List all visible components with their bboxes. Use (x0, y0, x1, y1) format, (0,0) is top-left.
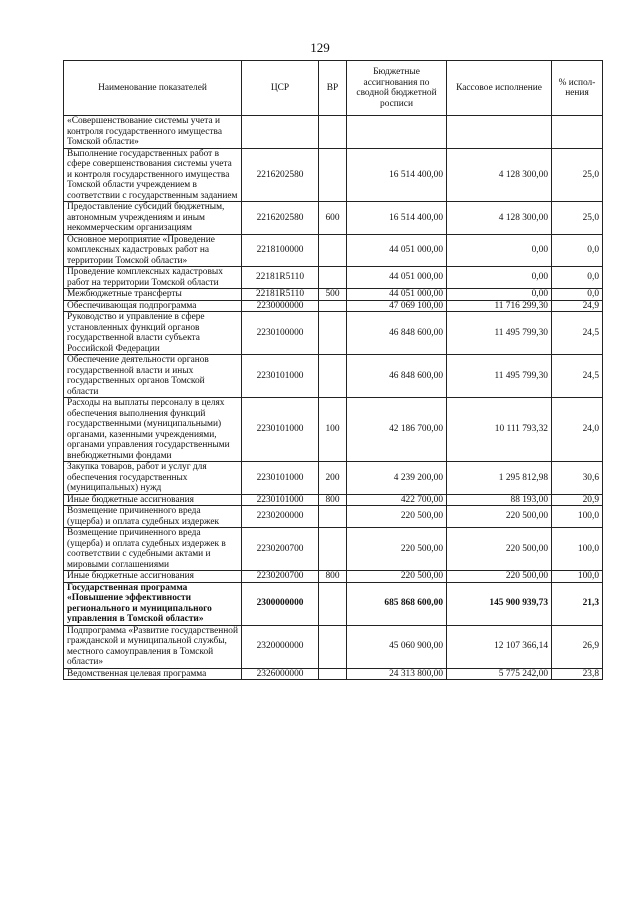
cell-cash: 220 500,00 (447, 571, 552, 583)
cell-csr: 2216202580 (242, 148, 319, 202)
cell-budget: 24 313 800,00 (347, 668, 447, 680)
cell-vr: 800 (319, 494, 347, 506)
cell-percent (552, 116, 603, 149)
cell-vr (319, 148, 347, 202)
cell-csr (242, 116, 319, 149)
cell-csr: 2326000000 (242, 668, 319, 680)
table-row (64, 312, 603, 355)
header-cash: Кассовое исполнение (447, 61, 552, 116)
cell-budget (347, 116, 447, 149)
cell-vr: 500 (319, 289, 347, 301)
cell-budget: 42 186 700,00 (347, 398, 447, 462)
cell-vr: 800 (319, 571, 347, 583)
cell-name: Проведение комплексных кадастровых работ на территории Томской области (64, 267, 242, 289)
cell-cash (447, 116, 552, 149)
cell-percent: 20,9 (552, 494, 603, 506)
header-budget: Бюджетные ассигнования по сводной бюджетной росписи (347, 61, 447, 116)
cell-percent: 100,0 (552, 571, 603, 583)
table-row (64, 398, 603, 462)
cell-cash: 11 716 299,30 (447, 300, 552, 312)
cell-vr (319, 625, 347, 668)
page-number: 129 (310, 40, 330, 55)
cell-vr (319, 300, 347, 312)
cell-cash: 4 128 300,00 (447, 202, 552, 235)
cell-vr (319, 312, 347, 355)
cell-percent: 100,0 (552, 528, 603, 571)
cell-percent: 0,0 (552, 267, 603, 289)
cell-vr (319, 116, 347, 149)
cell-percent: 25,0 (552, 148, 603, 202)
cell-cash: 1 295 812,98 (447, 462, 552, 495)
cell-name: Закупка товаров, работ и услуг для обеспечения государственных (муниципальных) нужд (64, 462, 242, 495)
cell-vr (319, 528, 347, 571)
cell-csr: 2300000000 (242, 582, 319, 625)
budget-execution-table (63, 60, 603, 680)
cell-budget: 685 868 600,00 (347, 582, 447, 625)
cell-percent: 26,9 (552, 625, 603, 668)
cell-csr: 2320000000 (242, 625, 319, 668)
cell-budget: 16 514 400,00 (347, 202, 447, 235)
cell-budget: 47 069 100,00 (347, 300, 447, 312)
cell-cash: 4 128 300,00 (447, 148, 552, 202)
cell-name: Обеспечение деятельности органов государственной власти и иных государственных органов Томской области (64, 355, 242, 398)
cell-vr: 600 (319, 202, 347, 235)
cell-csr: 22181R5110 (242, 267, 319, 289)
table-row (64, 582, 603, 625)
cell-csr: 22181R5110 (242, 289, 319, 301)
cell-name: Иные бюджетные ассигнования (64, 494, 242, 506)
cell-name: Подпрограмма «Развитие государственной гражданской и муниципальной службы, местного самоуправления в Томской области» (64, 625, 242, 668)
cell-budget: 220 500,00 (347, 571, 447, 583)
cell-csr: 2230100000 (242, 312, 319, 355)
cell-budget: 220 500,00 (347, 506, 447, 528)
cell-csr: 2230200700 (242, 528, 319, 571)
cell-budget: 44 051 000,00 (347, 267, 447, 289)
cell-budget: 16 514 400,00 (347, 148, 447, 202)
cell-budget: 44 051 000,00 (347, 234, 447, 267)
cell-percent: 0,0 (552, 289, 603, 301)
cell-name: Ведомственная целевая программа (64, 668, 242, 680)
cell-csr: 2230101000 (242, 398, 319, 462)
cell-csr: 2216202580 (242, 202, 319, 235)
table-header-row (64, 61, 603, 116)
cell-name: Выполнение государственных работ в сфере совершенствования системы учета и контроля государственного имущества Томской области учреждением в соответствии с государственным заданием (64, 148, 242, 202)
cell-name: Возмещение причиненного вреда (ущерба) и оплата судебных издержек (64, 506, 242, 528)
table-row (64, 289, 603, 301)
cell-csr: 2230000000 (242, 300, 319, 312)
cell-budget: 45 060 900,00 (347, 625, 447, 668)
table-row (64, 234, 603, 267)
header-vr: ВР (319, 61, 347, 116)
cell-vr (319, 582, 347, 625)
table-row (64, 462, 603, 495)
table-row (64, 300, 603, 312)
cell-budget: 46 848 600,00 (347, 312, 447, 355)
cell-cash: 0,00 (447, 267, 552, 289)
cell-cash: 88 193,00 (447, 494, 552, 506)
cell-cash: 220 500,00 (447, 528, 552, 571)
cell-vr (319, 506, 347, 528)
cell-name: «Совершенствование системы учета и контроля государственного имущества Томской области» (64, 116, 242, 149)
cell-name: Предоставление субсидий бюджетным, автономным учреждениям и иным некоммерческим организациям (64, 202, 242, 235)
cell-csr: 2230101000 (242, 462, 319, 495)
table-row (64, 571, 603, 583)
cell-cash: 220 500,00 (447, 506, 552, 528)
cell-cash: 145 900 939,73 (447, 582, 552, 625)
cell-budget: 46 848 600,00 (347, 355, 447, 398)
table-row (64, 494, 603, 506)
table-row (64, 148, 603, 202)
cell-vr (319, 267, 347, 289)
cell-csr: 2230101000 (242, 355, 319, 398)
cell-vr: 200 (319, 462, 347, 495)
cell-percent: 24,9 (552, 300, 603, 312)
cell-percent: 30,6 (552, 462, 603, 495)
cell-percent: 100,0 (552, 506, 603, 528)
cell-percent: 25,0 (552, 202, 603, 235)
table-row (64, 668, 603, 680)
cell-budget: 220 500,00 (347, 528, 447, 571)
cell-csr: 2230101000 (242, 494, 319, 506)
cell-budget: 4 239 200,00 (347, 462, 447, 495)
cell-name: Основное мероприятие «Проведение комплексных кадастровых работ на территории Томской области» (64, 234, 242, 267)
table-row (64, 116, 603, 149)
cell-csr: 2230200700 (242, 571, 319, 583)
cell-cash: 12 107 366,14 (447, 625, 552, 668)
cell-percent: 24,5 (552, 355, 603, 398)
cell-vr (319, 668, 347, 680)
cell-vr (319, 234, 347, 267)
cell-percent: 24,0 (552, 398, 603, 462)
cell-percent: 21,3 (552, 582, 603, 625)
cell-percent: 23,8 (552, 668, 603, 680)
cell-percent: 0,0 (552, 234, 603, 267)
cell-cash: 0,00 (447, 234, 552, 267)
header-name: Наименование показателей (64, 61, 242, 116)
cell-name: Иные бюджетные ассигнования (64, 571, 242, 583)
cell-name: Расходы на выплаты персоналу в целях обеспечения выполнения функций государственными (муниципальными) органами, казенными учреждениями, органами управления государственными внебюджетными фондами (64, 398, 242, 462)
header-percent: % испол-нения (552, 61, 603, 116)
cell-name: Государственная программа «Повышение эффективности регионального и муниципального управления в Томской области» (64, 582, 242, 625)
cell-cash: 5 775 242,00 (447, 668, 552, 680)
table-row (64, 355, 603, 398)
cell-name: Межбюджетные трансферты (64, 289, 242, 301)
cell-name: Обеспечивающая подпрограмма (64, 300, 242, 312)
cell-name: Руководство и управление в сфере установленных функций органов государственной власти субъекта Российской Федерации (64, 312, 242, 355)
cell-vr: 100 (319, 398, 347, 462)
cell-name: Возмещение причиненного вреда (ущерба) и оплата судебных издержек в соответствии с судебными актами и мировыми соглашениями (64, 528, 242, 571)
table-row (64, 202, 603, 235)
header-csr: ЦСР (242, 61, 319, 116)
table-row (64, 267, 603, 289)
table-row (64, 625, 603, 668)
cell-csr: 2218100000 (242, 234, 319, 267)
cell-cash: 11 495 799,30 (447, 355, 552, 398)
cell-csr: 2230200000 (242, 506, 319, 528)
table-row (64, 528, 603, 571)
cell-budget: 422 700,00 (347, 494, 447, 506)
cell-percent: 24,5 (552, 312, 603, 355)
cell-vr (319, 355, 347, 398)
cell-cash: 10 111 793,32 (447, 398, 552, 462)
cell-cash: 11 495 799,30 (447, 312, 552, 355)
table-row (64, 506, 603, 528)
cell-cash: 0,00 (447, 289, 552, 301)
cell-budget: 44 051 000,00 (347, 289, 447, 301)
